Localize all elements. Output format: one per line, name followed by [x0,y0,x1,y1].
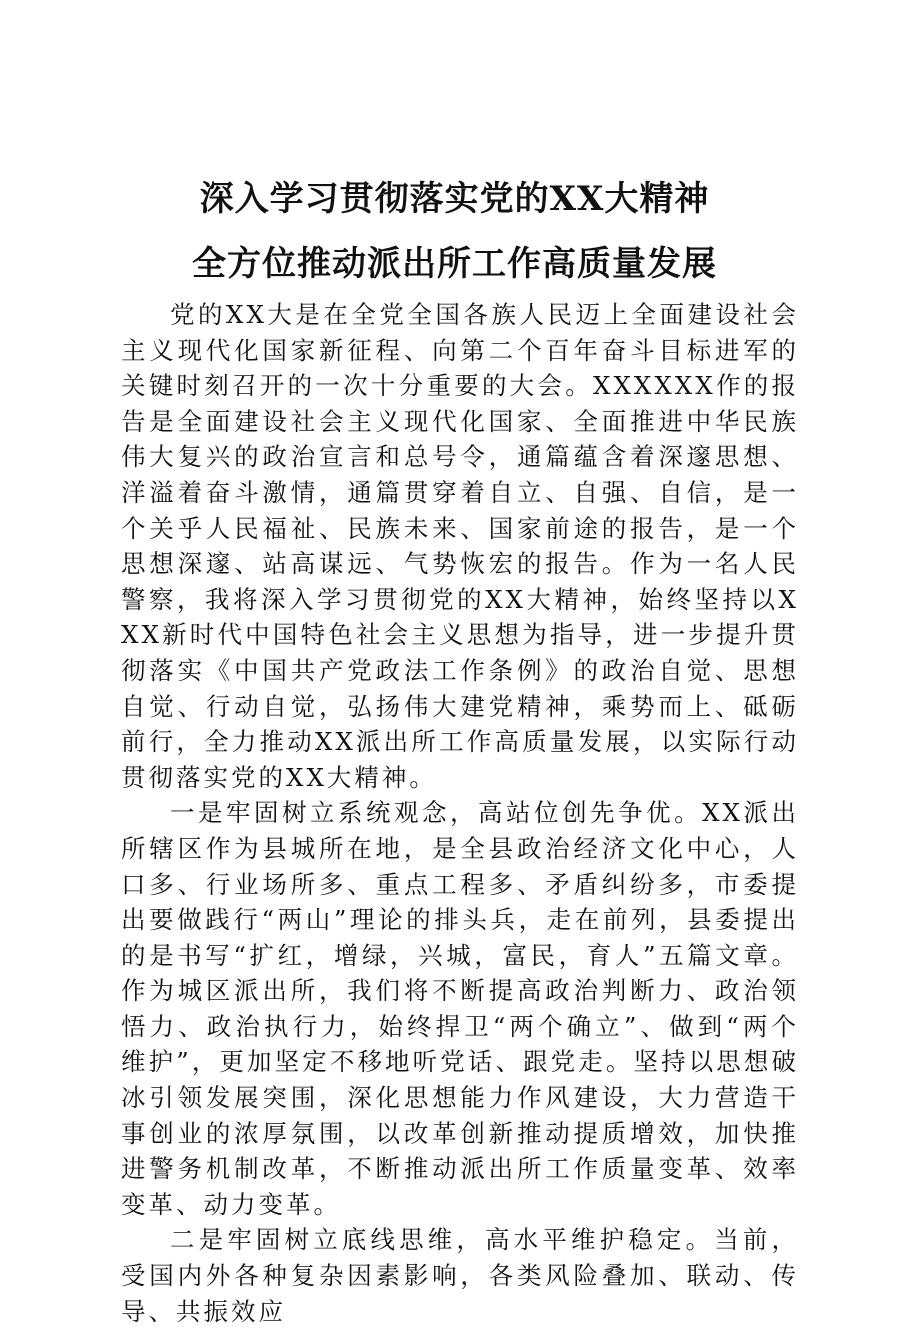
paragraph-point-1: 一是牢固树立系统观念，高站位创先争优。XX派出所辖区作为县城所在地，是全县政治经济文化中心，人口多、行业场所多、重点工程多、矛盾纠纷多，市委提出要做践行“两山”理论的排头兵，走在前列，县委提出的是书写“扩红，增绿，兴城，富民，育人”五篇文章。作为城区派出所，我们将不断提高政治判断力、政治领悟力、政治执行力，始终捍卫“两个确立”、做到“两个维护”，更加坚定不移地听党话、跟党走。坚持以思想破冰引领发展突围，深化思想能力作风建设，大力营造干事创业的浓厚氛围，以改革创新推动提质增效，加快推进警务机制改革，不断推动派出所工作质量变革、效率变革、动力变革。 [121,798,799,1219]
document-body [121,297,799,1329]
document-title-line-2: 全方位推动派出所工作高质量发展 [192,244,717,284]
document-title-line-1: 深入学习贯彻落实党的XX大精神 [199,179,710,219]
paragraph-intro: 党的XX大是在全党全国各族人民迈上全面建设社会主义现代化国家新征程、向第二个百年奋斗目标进军的关键时刻召开的一次十分重要的大会。XXXXXX作的报告是全面建设社会主义现代化国家、全面推进中华民族伟大复兴的政治宣言和总号令，通篇蕴含着深邃思想、洋溢着奋斗激情，通篇贯穿着自立、自强、自信，是一个关乎人民福祉、民族未来、国家前途的报告，是一个思想深邃、站高谋远、气势恢宏的报告。作为一名人民警察，我将深入学习贯彻党的XX大精神，始终坚持以XXX新时代中国特色社会主义思想为指导，进一步提升贯彻落实《中国共产党政法工作条例》的政治自觉、思想自觉、行动自觉，弘扬伟大建党精神，乘势而上、砥砺前行，全力推动XX派出所工作高质量发展，以实际行动贯彻落实党的XX大精神。 [121,300,799,792]
paragraph-point-2: 二是牢固树立底线思维，高水平维护稳定。当前，受国内外各种复杂因素影响，各类风险叠加、联动、传导、共振效应 [121,1225,799,1326]
